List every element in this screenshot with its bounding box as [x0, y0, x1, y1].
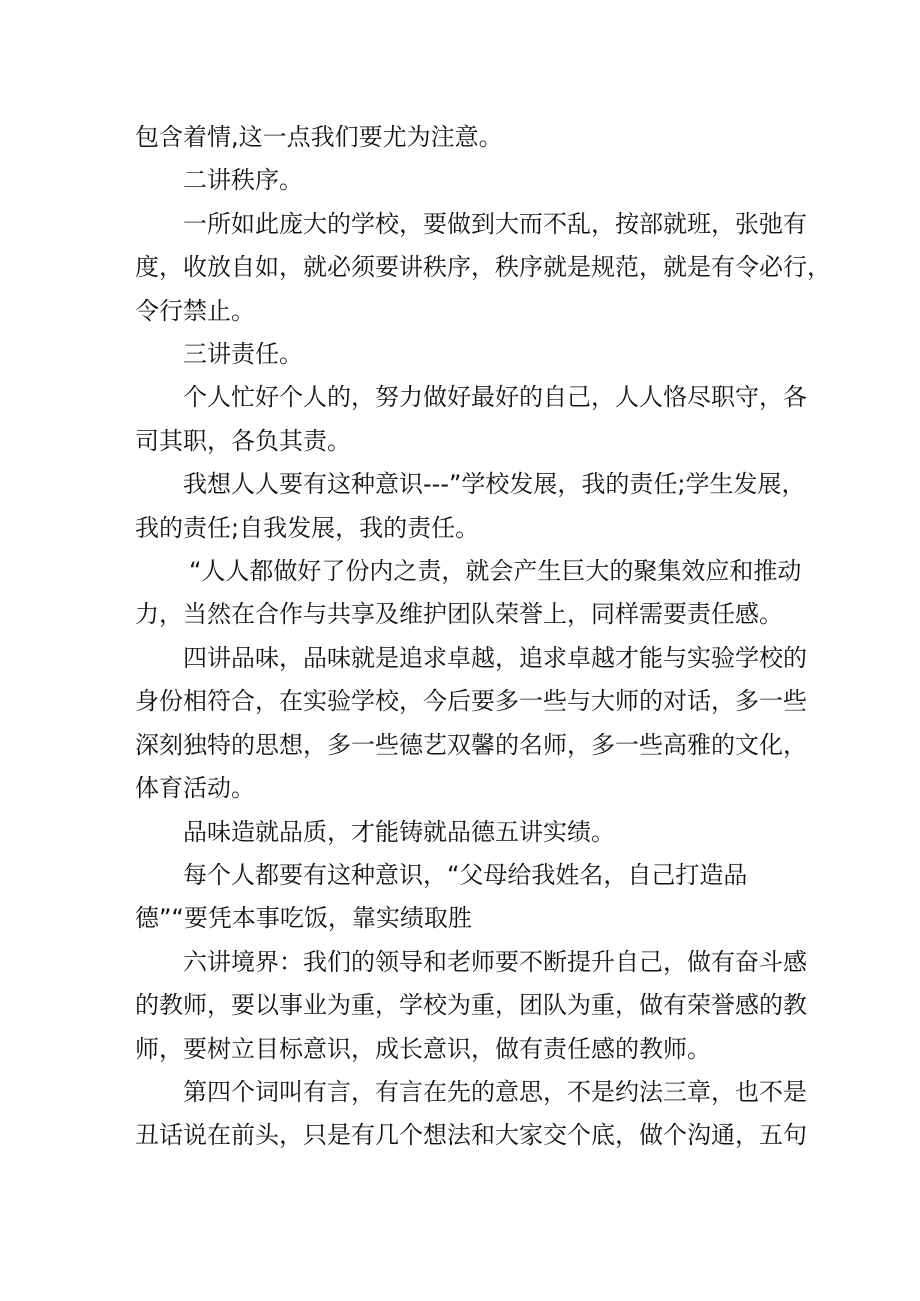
paragraph-line: 一所如此庞大的学校，要做到大而不乱，按部就班，张弛有 — [183, 209, 807, 238]
paragraph-line: 每个人都要有这种意识，“父母给我姓名，自己打造品 — [183, 860, 748, 889]
paragraph-line: 丑话说在前头，只是有几个想法和大家交个底，做个沟通，五句 — [135, 1121, 807, 1150]
section-heading: 三讲责任。 — [183, 340, 303, 369]
paragraph-line: 品味造就品质，才能铸就品德五讲实绩。 — [183, 817, 615, 846]
paragraph-line: 力，当然在合作与共享及维护团队荣誉上，同样需要责任感。 — [135, 600, 783, 629]
paragraph-line: 个人忙好个人的，努力做好最好的自己，人人恪尽职守，各 — [183, 383, 807, 412]
paragraph-line: 的教师，要以事业为重，学校为重，团队为重，做有荣誉感的教 — [135, 991, 807, 1020]
paragraph-line: 四讲品味，品味就是追求卓越，追求卓越才能与实验学校的 — [183, 643, 807, 672]
paragraph-line: 德”“要凭本事吃饭，靠实绩取胜 — [135, 904, 472, 933]
paragraph-line: “人人都做好了份内之责，就会产生巨大的聚集效应和推动 — [189, 557, 802, 586]
paragraph-line: 令行禁止。 — [135, 296, 255, 325]
paragraph-line: 司其职，各负其责。 — [135, 426, 351, 455]
paragraph-line: 包含着情,这一点我们要尤为注意。 — [135, 123, 503, 151]
paragraph-line: 身份相符合，在实验学校，今后要多一些与大师的对话，多一些 — [135, 687, 807, 716]
paragraph-line: 六讲境界：我们的领导和老师要不断提升自己，做有奋斗感 — [183, 947, 807, 976]
document-body — [135, 116, 831, 1158]
section-heading: 二讲秩序。 — [183, 166, 303, 195]
paragraph-line: 深刻独特的思想，多一些德艺双馨的名师，多一些高雅的文化， — [135, 730, 807, 759]
paragraph-line: 第四个词叫有言，有言在先的意思，不是约法三章，也不是 — [183, 1077, 807, 1106]
paragraph-line: 我想人人要有这种意识---”学校发展，我的责任;学生发展， — [183, 470, 806, 499]
paragraph-line: 度，收放自如，就必须要讲秩序，秩序就是规范，就是有令必行， — [135, 253, 831, 282]
paragraph-line: 师，要树立目标意识，成长意识，做有责任感的教师。 — [135, 1034, 711, 1063]
paragraph-line: 体育活动。 — [135, 774, 255, 803]
paragraph-line: 我的责任;自我发展，我的责任。 — [135, 513, 480, 542]
